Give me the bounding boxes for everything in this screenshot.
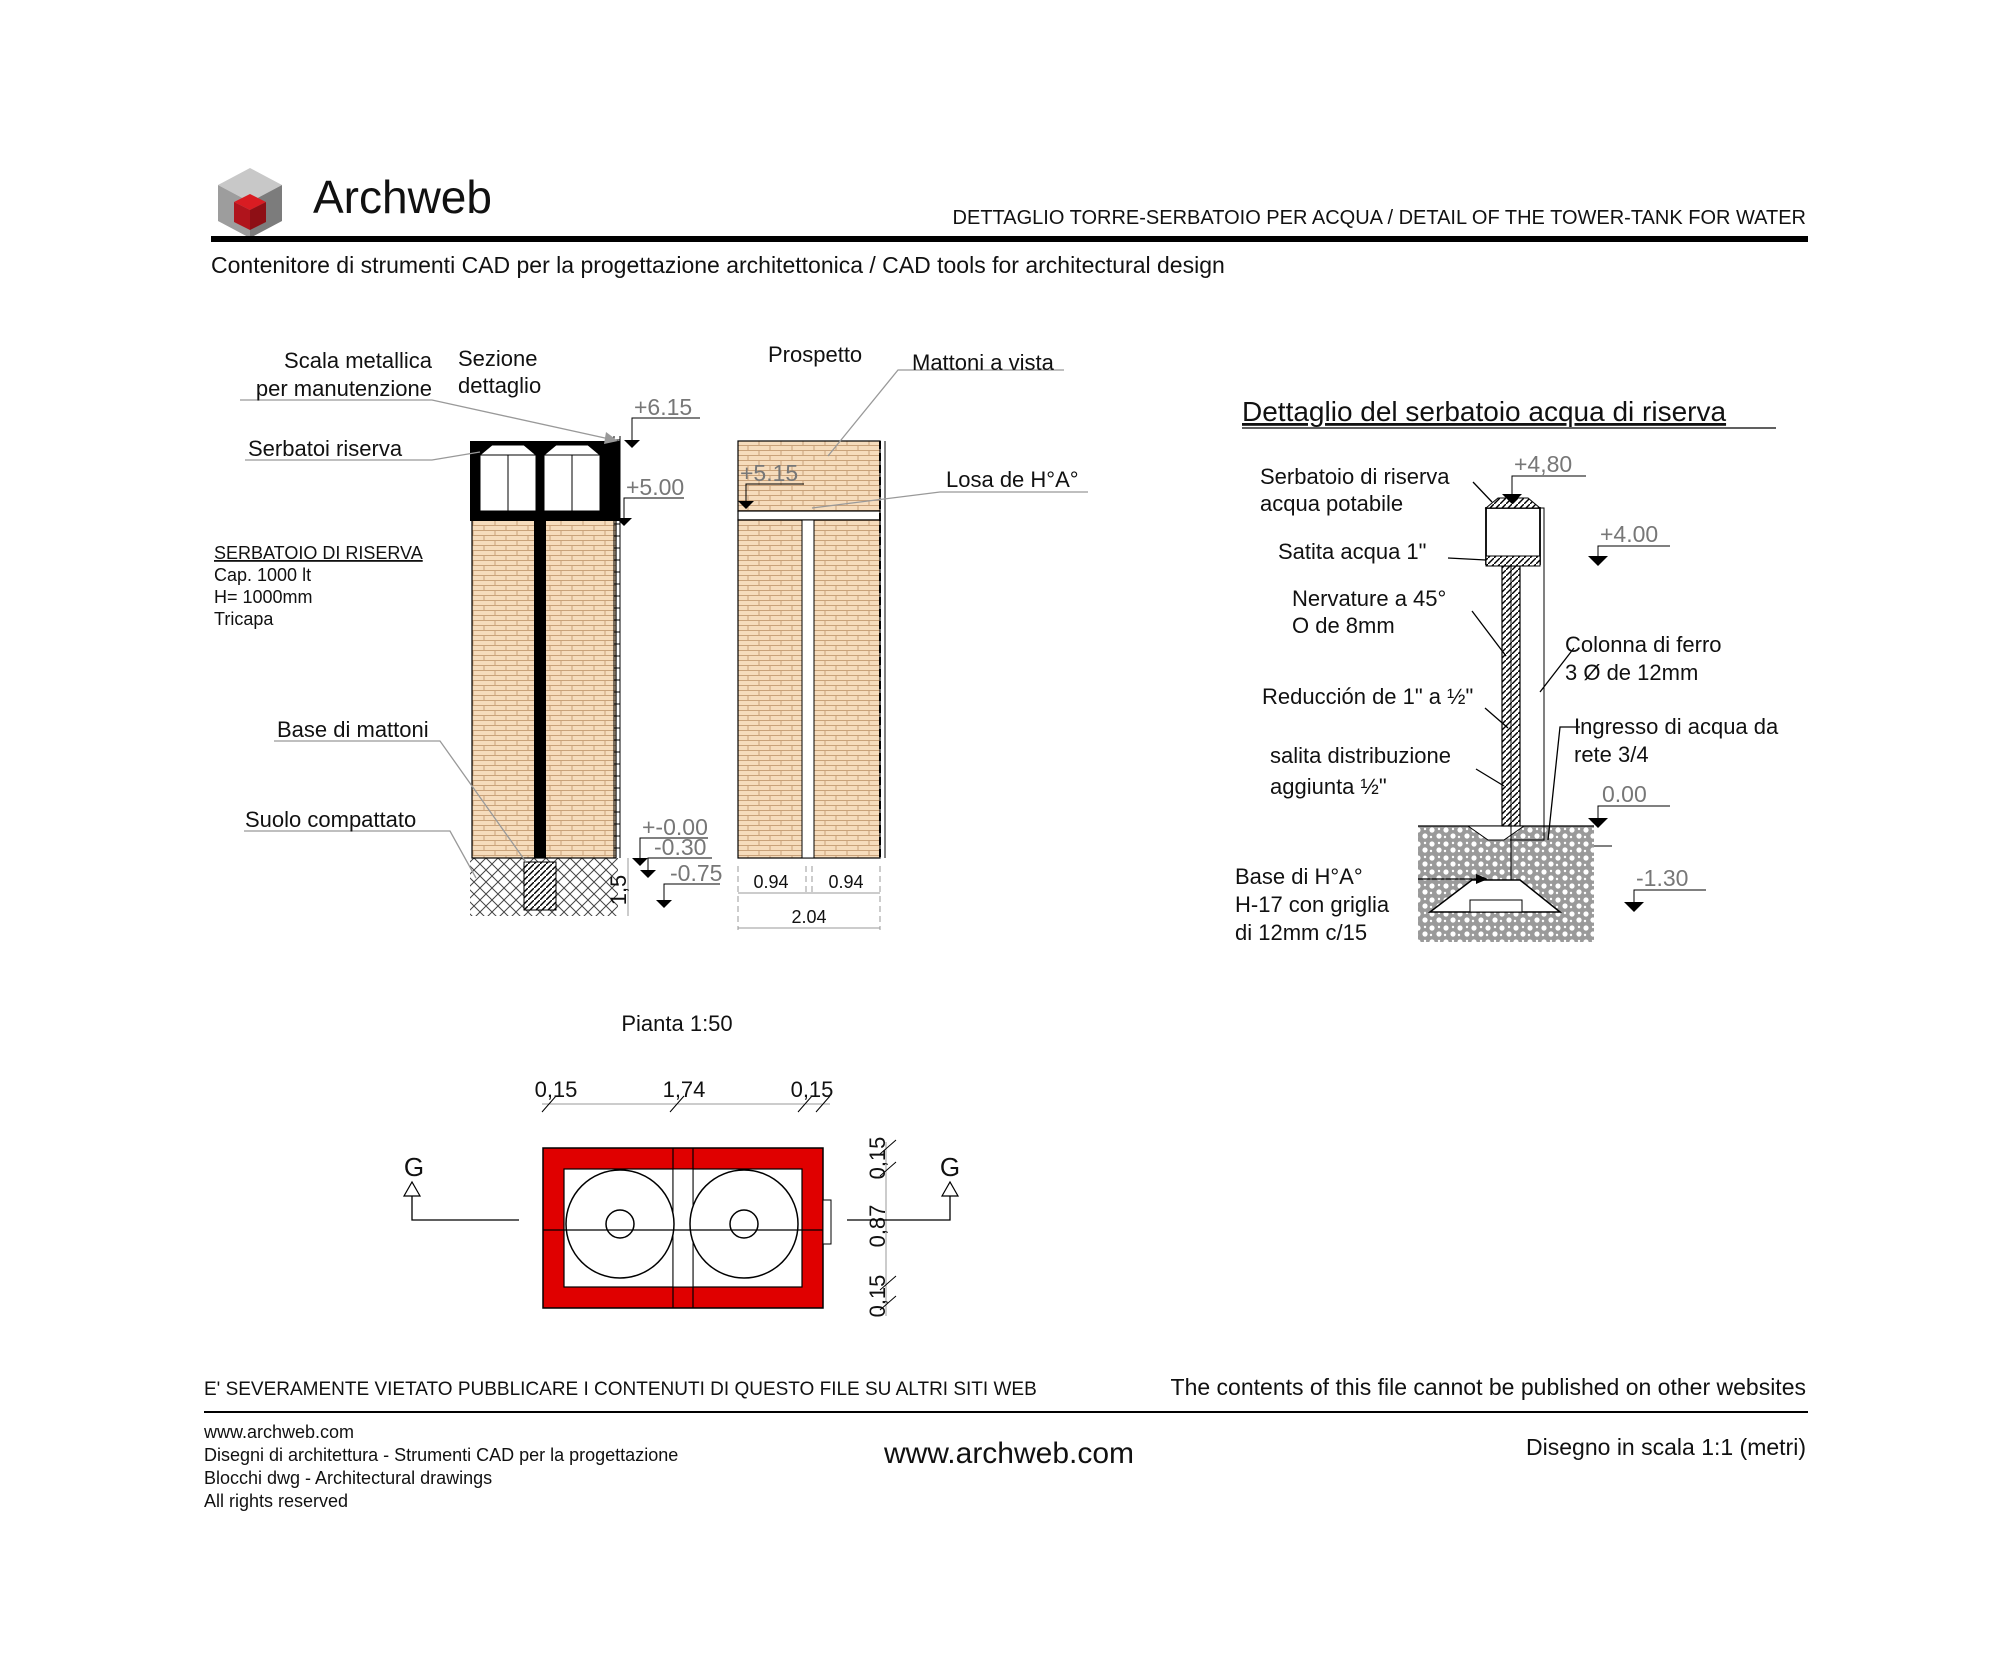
footer-info-4: All rights reserved	[204, 1491, 349, 1511]
label-riduzione: Reducción de 1" a ½"	[1262, 684, 1474, 709]
leader-scala	[240, 400, 614, 440]
label-prospetto: Prospetto	[768, 342, 863, 367]
warning-it: E' SEVERAMENTE VIETATO PUBBLICARE I CONTENUTI DI QUESTO FILE SU ALTRI SITI WEB	[204, 1379, 1037, 1400]
label-suolo: Suolo compattato	[245, 807, 417, 832]
svg-text:+6.15: +6.15	[634, 394, 693, 420]
section-drawing	[214, 346, 722, 916]
footer-url[interactable]: www.archweb.com	[883, 1437, 1135, 1470]
svg-text:-0.75: -0.75	[670, 860, 723, 886]
svg-text:G: G	[939, 1152, 961, 1182]
label-serb-2: acqua potabile	[1260, 491, 1404, 516]
plan-dim-v1: 0,15	[865, 1136, 890, 1180]
sheet-title: DETTAGLIO TORRE-SERBATOIO PER ACQUA / DETAIL OF THE TOWER-TANK FOR WATER	[952, 207, 1806, 229]
plan-dim-right: 0,15	[790, 1077, 834, 1102]
label-salita-1: salita distribuzione	[1270, 743, 1451, 768]
plan-dim-center: 1,74	[662, 1077, 706, 1102]
footer-info-3: Blocchi dwg - Architectural drawings	[204, 1468, 493, 1488]
elevation-drawing	[738, 342, 1088, 930]
brand-name: Archweb	[313, 171, 492, 223]
label-mattoni: Mattoni a vista	[912, 350, 1054, 375]
svg-text:+4,80: +4,80	[1514, 451, 1573, 477]
spec-title: SERBATOIO DI RISERVA	[214, 543, 423, 563]
footer-info-1: www.archweb.com	[204, 1422, 355, 1442]
label-serbatoi: Serbatoi riserva	[248, 436, 403, 461]
plan-dim-v2: 0,87	[865, 1204, 890, 1248]
plan-title: Pianta 1:50	[621, 1011, 733, 1036]
elevation-column	[802, 520, 814, 858]
level-marker-000	[1588, 781, 1670, 828]
svg-text:+-0.00: +-0.00	[642, 814, 708, 840]
level-marker-400	[1588, 521, 1670, 566]
label-sezione-2: dettaglio	[458, 373, 542, 398]
svg-text:0.00: 0.00	[1602, 781, 1647, 807]
header	[211, 168, 1808, 278]
level-marker-075	[656, 860, 722, 908]
label-ingresso-1: Ingresso di acqua da	[1574, 714, 1779, 739]
plan-drawing	[404, 1011, 960, 1317]
dim-094-a: 0.94	[753, 872, 789, 892]
level-marker-480	[1502, 451, 1586, 504]
label-base-3: di 12mm c/15	[1235, 920, 1368, 945]
header-rule	[211, 236, 1808, 242]
central-pipe	[534, 518, 546, 858]
level-marker-615	[624, 394, 700, 448]
label-colonna-1: Colonna di ferro	[1565, 632, 1722, 657]
svg-text:-1.30: -1.30	[1636, 865, 1689, 891]
svg-text:G: G	[403, 1152, 425, 1182]
plan-dim-v3: 0,15	[865, 1274, 890, 1318]
svg-text:-0.30: -0.30	[654, 834, 707, 860]
warning-en: The contents of this file cannot be published on other websites	[1170, 1374, 1806, 1400]
svg-text:+5.00: +5.00	[626, 474, 685, 500]
level-marker-500	[616, 474, 684, 526]
label-base-1: Base di H°A°	[1235, 864, 1363, 889]
spec-line-2: H= 1000mm	[214, 587, 313, 607]
label-ingresso-2: rete 3/4	[1574, 742, 1649, 767]
svg-text:+5.15: +5.15	[740, 460, 799, 486]
concrete-slab	[738, 511, 880, 520]
spec-line-1: Cap. 1000 lt	[214, 565, 312, 585]
archweb-logo-icon	[218, 168, 282, 238]
label-losa: Losa de H°A°	[946, 467, 1079, 492]
footer-info-2: Disegni di architettura - Strumenti CAD per la progettazione	[204, 1445, 679, 1465]
label-colonna-2: 3 Ø de 12mm	[1565, 660, 1699, 685]
detail-title: Dettaglio del serbatoio acqua di riserva	[1242, 396, 1727, 427]
pipe-footing	[524, 862, 556, 910]
tank-detail	[1235, 396, 1779, 945]
spec-line-3: Tricapa	[214, 609, 274, 629]
label-base-2: H-17 con griglia	[1235, 892, 1390, 917]
label-scala-1: Scala metallica	[284, 348, 432, 373]
svg-text:+4.00: +4.00	[1600, 521, 1659, 547]
dim-15: 1,5	[606, 874, 631, 906]
section-cut-left	[404, 1152, 519, 1220]
label-nerv-2: O de 8mm	[1292, 613, 1395, 638]
dim-204: 2.04	[791, 907, 827, 927]
label-scala-2: per manutenzione	[255, 376, 432, 401]
footer-scale: Disegno in scala 1:1 (metri)	[1526, 1434, 1806, 1460]
label-satita: Satita acqua 1"	[1278, 539, 1427, 564]
label-nerv-1: Nervature a 45°	[1292, 586, 1447, 611]
label-base: Base di mattoni	[277, 717, 429, 742]
label-serb-1: Serbatoio di riserva	[1260, 464, 1450, 489]
dim-094-b: 0.94	[828, 872, 864, 892]
label-sezione-1: Sezione	[458, 346, 538, 371]
brand-subtitle: Contenitore di strumenti CAD per la progettazione architettonica / CAD tools for architectural design	[211, 252, 1225, 278]
label-salita-2: aggiunta ½"	[1270, 774, 1387, 799]
plan-dim-left: 0,15	[534, 1077, 578, 1102]
footer	[203, 1374, 1808, 1511]
section-cut-right	[847, 1152, 960, 1220]
level-marker-130	[1624, 865, 1706, 912]
